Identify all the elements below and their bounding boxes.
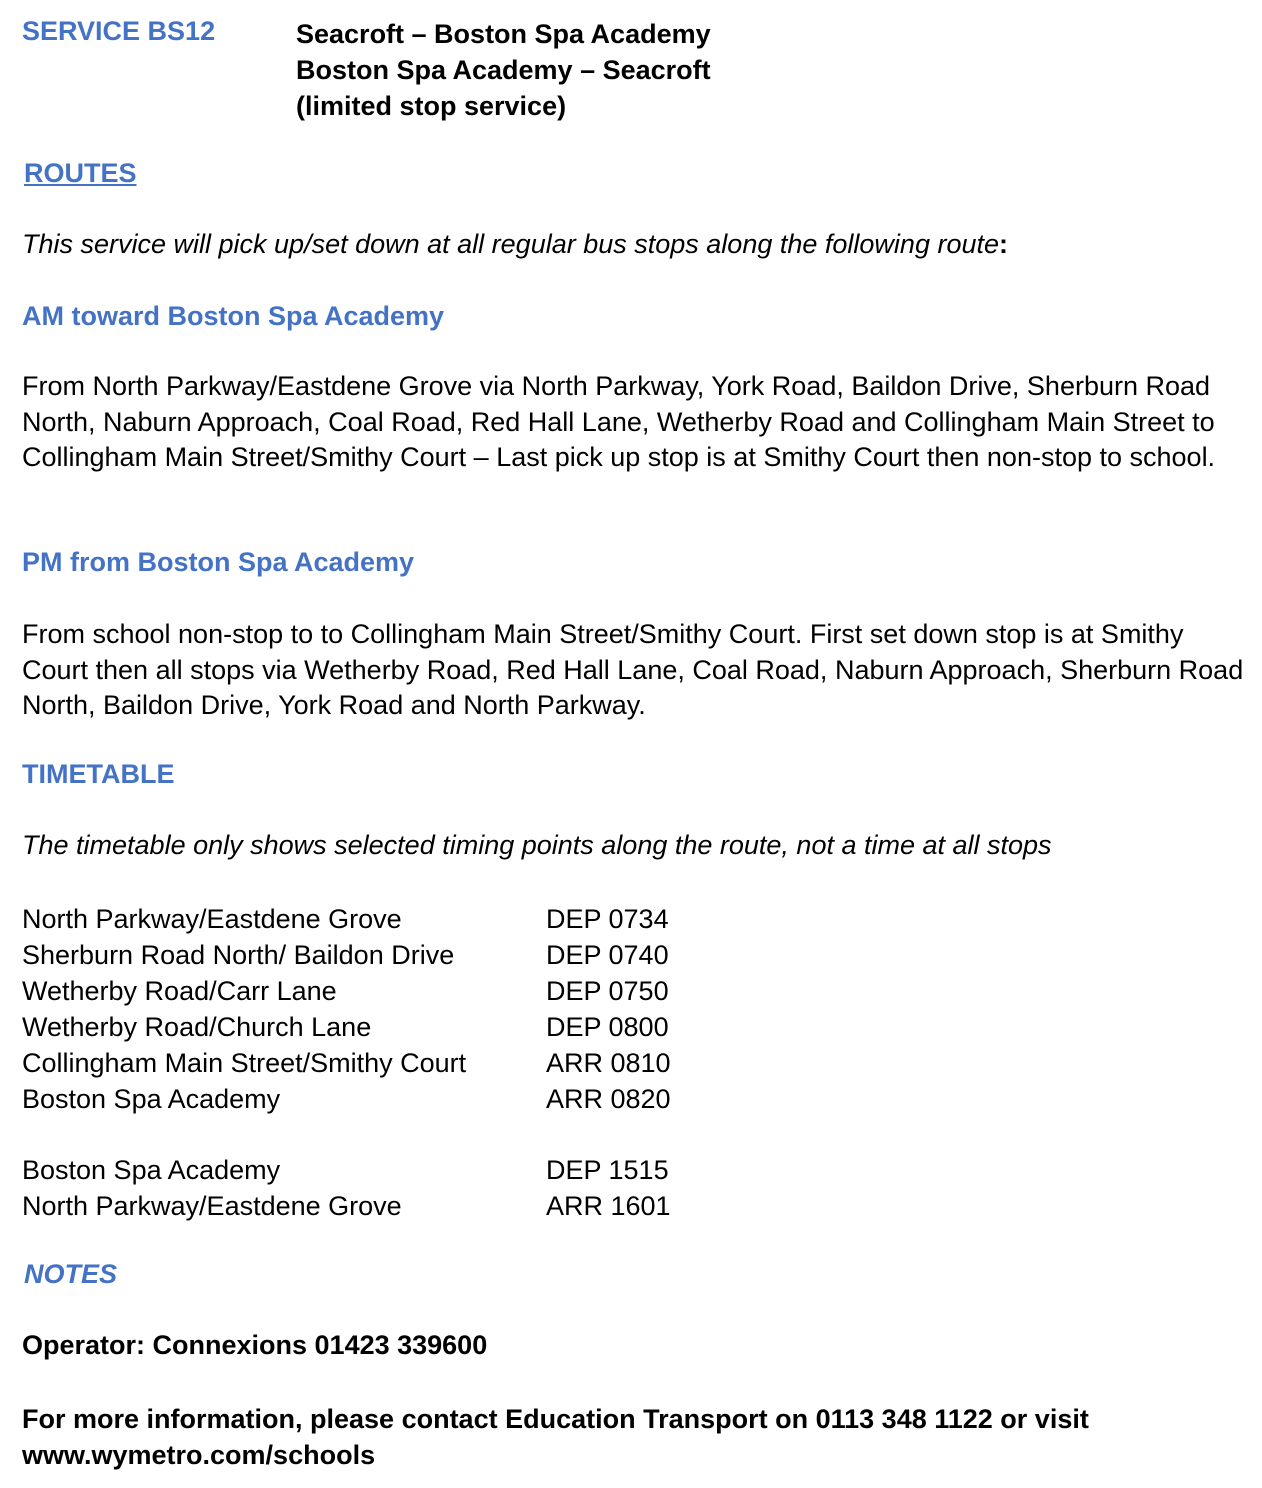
route-title-line-3: (limited stop service)	[296, 91, 567, 121]
route-title-line-1: Seacroft – Boston Spa Academy	[296, 19, 711, 49]
contact-info: For more information, please contact Education Transport on 0113 348 1122 or visit www.wymetro.com/schools	[22, 1404, 1089, 1470]
timing-point-time: ARR 0820	[546, 1084, 671, 1114]
timetable-heading: TIMETABLE	[22, 759, 175, 789]
route-title-line-2: Boston Spa Academy – Seacroft	[296, 55, 711, 85]
routes-heading: ROUTES	[24, 158, 137, 188]
timing-point-name: Boston Spa Academy	[22, 1155, 281, 1185]
timing-point-time: DEP 0740	[546, 940, 669, 970]
timing-point-name: North Parkway/Eastdene Grove	[22, 904, 402, 934]
timing-point-time: DEP 1515	[546, 1155, 669, 1185]
route-title	[296, 16, 711, 124]
timing-point-name: Boston Spa Academy	[22, 1084, 281, 1114]
timing-point-time: DEP 0750	[546, 976, 669, 1006]
timing-point-time: DEP 0734	[546, 904, 669, 934]
operator-info: Operator: Connexions 01423 339600	[22, 1330, 488, 1360]
am-route-description: From North Parkway/Eastdene Grove via North Parkway, York Road, Baildon Drive, Sherburn Road North, Naburn Approach, Coal Road, Red Hall Lane, Wetherby Road and Collingham Main Street to Collingham Main Street/Smithy Court – Last pick up stop is at Smithy Court then non-stop to school.	[22, 371, 1216, 472]
pm-route-heading: PM from Boston Spa Academy	[22, 547, 415, 577]
timetable-note: The timetable only shows selected timing points along the route, not a time at all stops	[22, 830, 1052, 860]
routes-intro-text: This service will pick up/set down at all regular bus stops along the following route	[22, 229, 999, 259]
timing-point-time: ARR 1601	[546, 1191, 671, 1221]
routes-intro-colon: :	[999, 229, 1008, 259]
timing-point-name: Wetherby Road/Carr Lane	[22, 976, 337, 1006]
am-route-heading: AM toward Boston Spa Academy	[22, 301, 445, 331]
timing-point-name: Collingham Main Street/Smithy Court	[22, 1048, 467, 1078]
timing-point-name: Sherburn Road North/ Baildon Drive	[22, 940, 455, 970]
timing-point-name: North Parkway/Eastdene Grove	[22, 1191, 402, 1221]
pm-route-description: From school non-stop to to Collingham Main Street/Smithy Court. First set down stop is at Smithy Court then all stops via Wetherby Road, Red Hall Lane, Coal Road, Naburn Approach, Sherburn Road North, Baildon Drive, York Road and North Parkway.	[22, 619, 1244, 720]
timing-point-time: ARR 0810	[546, 1048, 671, 1078]
notes-heading: NOTES	[24, 1259, 118, 1289]
routes-intro	[22, 229, 1008, 260]
service-code: SERVICE BS12	[22, 16, 216, 46]
timing-point-name: Wetherby Road/Church Lane	[22, 1012, 372, 1042]
timing-point-time: DEP 0800	[546, 1012, 669, 1042]
